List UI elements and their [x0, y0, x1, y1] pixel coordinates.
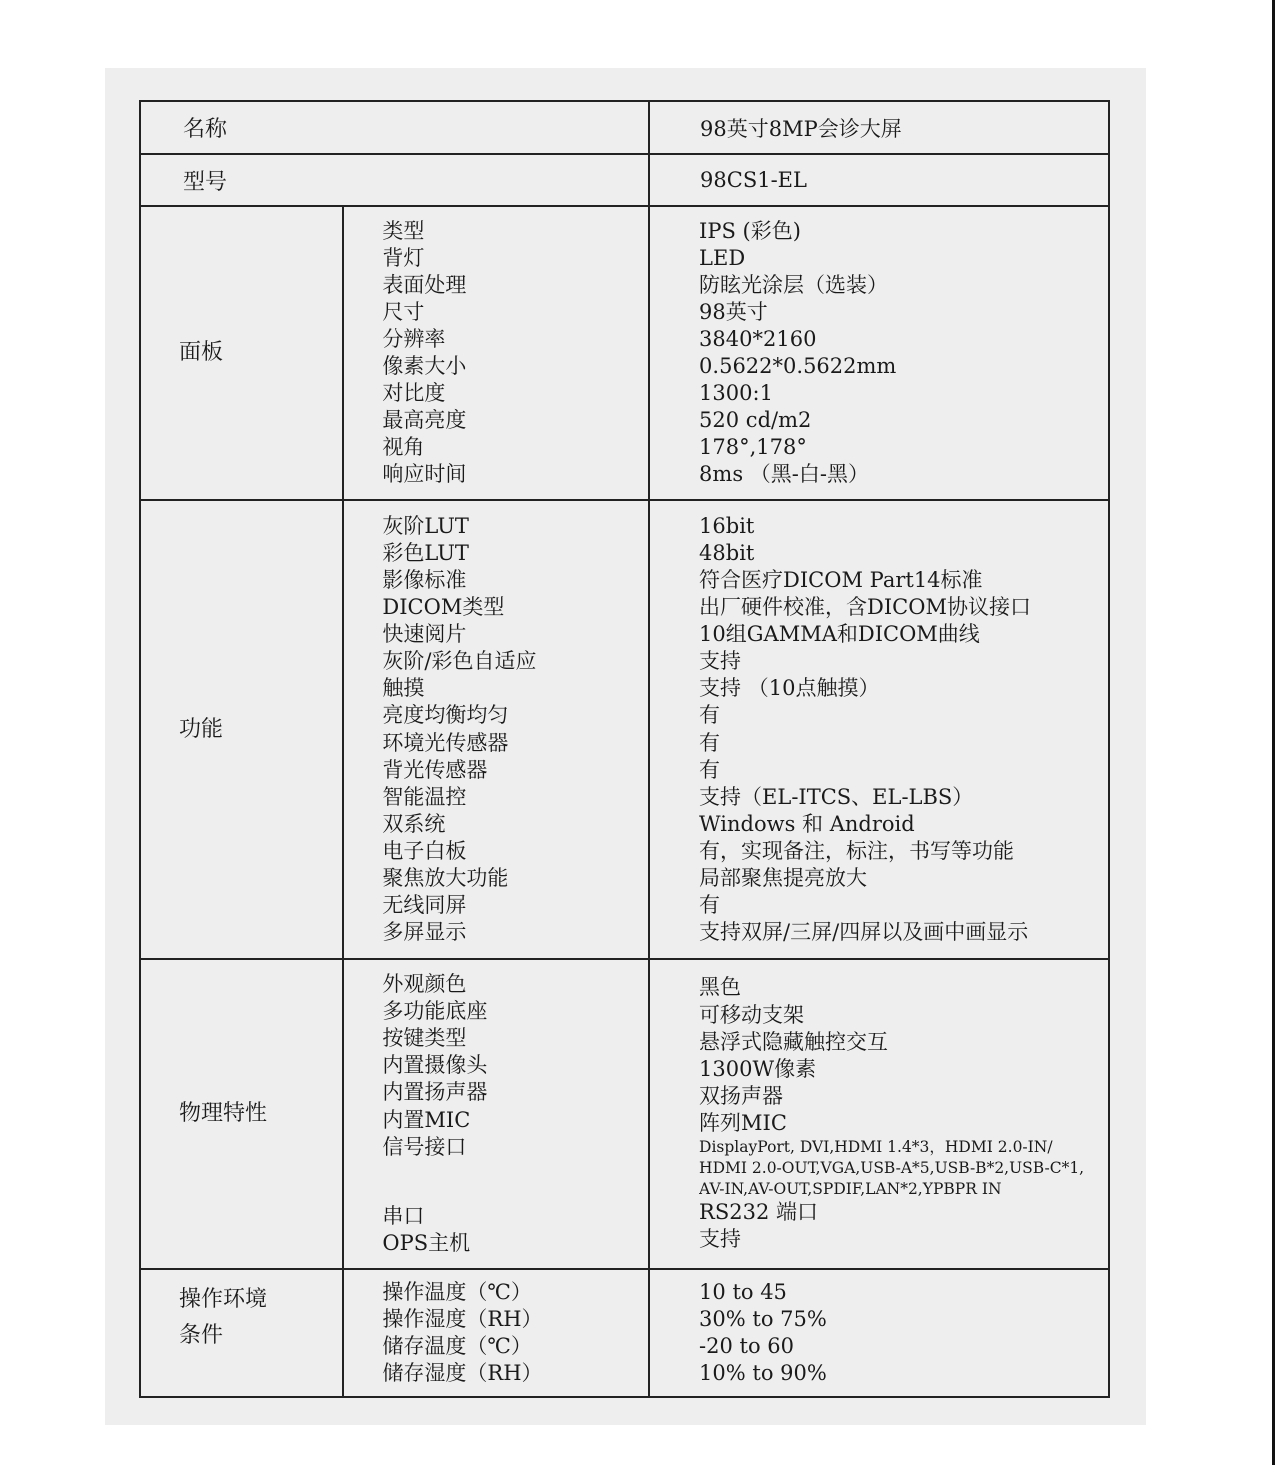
spec-value: 双扬声器 — [699, 1083, 784, 1108]
spec-name: 分辨率 — [382, 326, 446, 351]
model-label: 型号 — [140, 154, 649, 206]
spec-value: RS232 端口 — [699, 1200, 819, 1225]
group-label-line: 操作环境 — [179, 1287, 268, 1312]
spec-value: 有 — [699, 730, 721, 755]
spec-name: 影像标准 — [382, 567, 467, 592]
spec-name: 按键类型 — [382, 1026, 467, 1051]
spec-value: 阵列MIC — [699, 1110, 787, 1135]
spec-value: 3840*2160 — [699, 326, 817, 351]
spec-name-spacer — [382, 1161, 648, 1203]
spec-name: 聚焦放大功能 — [382, 865, 509, 890]
spec-name: 尺寸 — [382, 299, 425, 324]
environment-names — [343, 1269, 649, 1397]
spec-name: 智能温控 — [382, 784, 467, 809]
spec-value: 支持（EL-ITCS、EL-LBS） — [699, 784, 974, 809]
spec-name: 快速阅片 — [382, 622, 467, 647]
spec-name: 响应时间 — [382, 462, 467, 487]
spec-value: 0.5622*0.5622mm — [699, 354, 897, 378]
physical-values — [649, 959, 1109, 1269]
spec-name: 最高亮度 — [382, 408, 467, 433]
spec-name: 储存湿度（RH） — [382, 1361, 543, 1386]
spec-name: 灰阶LUT — [382, 513, 469, 538]
group-environment — [140, 1269, 1109, 1397]
spec-name: 多屏显示 — [382, 920, 467, 945]
physical-names — [343, 959, 649, 1269]
spec-value: 支持 （10点触摸） — [699, 676, 880, 701]
spec-value: 黑色 — [699, 975, 742, 1000]
spec-value: 局部聚焦提亮放大 — [699, 865, 868, 890]
spec-name: 内置扬声器 — [382, 1080, 488, 1105]
row-model — [140, 154, 1109, 206]
environment-values — [649, 1269, 1109, 1397]
spec-value: LED — [699, 245, 746, 270]
function-values — [649, 500, 1109, 959]
spec-value: 178°,178° — [699, 435, 807, 460]
group-label-physical: 物理特性 — [140, 959, 343, 1269]
spec-value: 符合医疗DICOM Part14标准 — [699, 567, 983, 592]
spec-name: 灰阶/彩色自适应 — [382, 649, 537, 674]
spec-value: 1300W像素 — [699, 1056, 817, 1081]
spec-name: 操作湿度（RH） — [382, 1307, 543, 1332]
name-label: 名称 — [140, 101, 649, 154]
panel-values — [649, 206, 1109, 500]
group-label-environment — [140, 1269, 343, 1397]
spec-value: 98英寸 — [699, 299, 768, 324]
spec-value: -20 to 60 — [699, 1334, 795, 1359]
spec-name: 内置MIC — [382, 1107, 471, 1132]
spec-name: 双系统 — [382, 811, 446, 836]
spec-value: 防眩光涂层（选装） — [699, 272, 889, 297]
spec-value: 支持 — [699, 649, 742, 674]
spec-name: 操作温度（℃） — [382, 1280, 532, 1304]
spec-value: 30% to 75% — [699, 1307, 827, 1332]
spec-name: OPS主机 — [382, 1230, 471, 1255]
spec-value: 可移动支架 — [699, 1002, 805, 1027]
function-names — [343, 500, 649, 959]
spec-value: 悬浮式隐藏触控交互 — [699, 1029, 889, 1054]
spec-value: DisplayPort, DVI,HDMI 1.4*3，HDMI 2.0-IN/ — [699, 1137, 1053, 1156]
spec-name: 储存温度（℃） — [382, 1334, 532, 1359]
group-label-panel: 面板 — [140, 206, 343, 500]
spec-name: 背灯 — [382, 245, 425, 270]
group-function — [140, 500, 1109, 959]
spec-name: 电子白板 — [382, 838, 467, 863]
spec-value: 10 to 45 — [699, 1280, 787, 1304]
spec-value: 有 — [699, 703, 721, 728]
row-name — [140, 101, 1109, 154]
spec-value: 520 cd/m2 — [699, 408, 812, 433]
spec-value: 10组GAMMA和DICOM曲线 — [699, 622, 980, 647]
spec-value: 48bit — [699, 540, 755, 565]
spec-name: 外观颜色 — [382, 972, 467, 997]
group-label-function: 功能 — [140, 500, 343, 959]
spec-value: 16bit — [699, 513, 755, 538]
spec-name: 信号接口 — [382, 1134, 467, 1159]
spec-name: 触摸 — [382, 676, 425, 701]
spec-value: 1300:1 — [699, 381, 773, 406]
spec-name: 内置摄像头 — [382, 1053, 488, 1078]
spec-name: DICOM类型 — [382, 595, 505, 620]
spec-value: IPS (彩色) — [699, 218, 801, 243]
spec-name: 对比度 — [382, 381, 446, 406]
spec-value: 有 — [699, 893, 721, 918]
model-value: 98CS1-EL — [649, 154, 1109, 206]
spec-value: AV-IN,AV-OUT,SPDIF,LAN*2,YPBPR IN — [699, 1179, 1002, 1198]
spec-value: 支持双屏/三屏/四屏以及画中画显示 — [699, 920, 1029, 945]
spec-value: 支持 — [699, 1227, 742, 1252]
spec-name: 串口 — [382, 1203, 425, 1228]
group-physical — [140, 959, 1109, 1269]
spec-name: 表面处理 — [382, 272, 467, 297]
spec-name: 像素大小 — [382, 354, 467, 378]
spec-value: 有，实现备注，标注，书写等功能 — [699, 838, 1015, 863]
spec-name: 多功能底座 — [382, 999, 488, 1024]
spec-value: 有 — [699, 757, 721, 782]
spec-value: Windows 和 Android — [699, 811, 915, 836]
spec-name: 背光传感器 — [382, 757, 488, 782]
spec-name: 亮度均衡均匀 — [382, 703, 509, 728]
spec-value: 出厂硬件校准，含DICOM协议接口 — [699, 595, 1031, 620]
spec-value: HDMI 2.0-OUT,VGA,USB-A*5,USB-B*2,USB-C*1, — [699, 1158, 1085, 1177]
name-value: 98英寸8MP会诊大屏 — [649, 101, 1109, 154]
spec-value: 8ms （黑-白-黑） — [699, 462, 869, 487]
panel-names — [343, 206, 649, 500]
spec-name: 视角 — [382, 435, 425, 460]
spec-value: 10% to 90% — [699, 1361, 827, 1386]
page-edge-rule — [1272, 0, 1275, 1465]
spec-table — [139, 100, 1110, 1398]
spec-name: 无线同屏 — [382, 893, 467, 918]
group-label-line: 条件 — [179, 1323, 224, 1348]
group-panel — [140, 206, 1109, 500]
spec-name: 环境光传感器 — [382, 730, 509, 755]
spec-name: 彩色LUT — [382, 540, 469, 565]
spec-name: 类型 — [382, 218, 425, 243]
